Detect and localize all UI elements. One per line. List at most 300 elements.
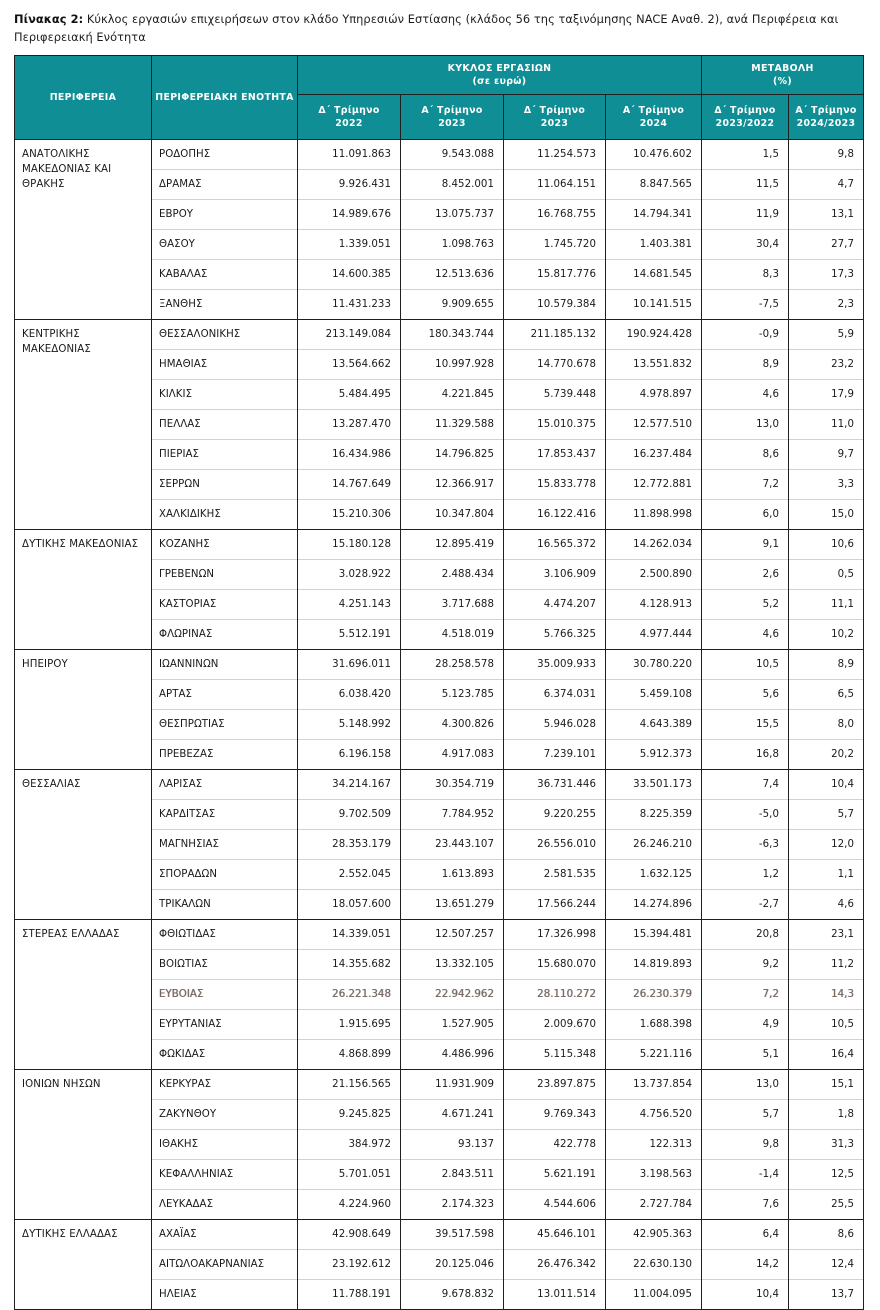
change-percent-cell: 4,6 bbox=[702, 380, 789, 410]
header-sub-q1-2023-line1: Α΄ Τρίμηνο bbox=[421, 105, 483, 116]
region-cell: ΙΟΝΙΩΝ ΝΗΣΩΝ bbox=[15, 1070, 152, 1220]
change-percent-cell: 15,0 bbox=[789, 500, 864, 530]
header-sub-q4-2022 bbox=[298, 95, 401, 140]
change-percent-cell: 27,7 bbox=[789, 230, 864, 260]
header-sub-q1-2023 bbox=[401, 95, 504, 140]
region-cell: ΣΤΕΡΕΑΣ ΕΛΛΑΔΑΣ bbox=[15, 920, 152, 1070]
regional-unit-cell: ΘΑΣΟΥ bbox=[152, 230, 298, 260]
turnover-value-cell: 4.756.520 bbox=[606, 1100, 702, 1130]
turnover-value-cell: 11.091.863 bbox=[298, 140, 401, 170]
turnover-value-cell: 28.353.179 bbox=[298, 830, 401, 860]
turnover-value-cell: 8.452.001 bbox=[401, 170, 504, 200]
turnover-value-cell: 9.702.509 bbox=[298, 800, 401, 830]
change-percent-cell: 10,5 bbox=[789, 1010, 864, 1040]
change-percent-cell: 9,8 bbox=[789, 140, 864, 170]
turnover-value-cell: 1.613.893 bbox=[401, 860, 504, 890]
change-percent-cell: 12,5 bbox=[789, 1160, 864, 1190]
turnover-value-cell: 15.394.481 bbox=[606, 920, 702, 950]
regional-unit-cell: ΚΟΖΑΝΗΣ bbox=[152, 530, 298, 560]
region-cell: ΔΥΤΙΚΗΣ ΜΑΚΕΔΟΝΙΑΣ bbox=[15, 530, 152, 650]
turnover-value-cell: 15.817.776 bbox=[504, 260, 606, 290]
change-percent-cell: 7,2 bbox=[702, 470, 789, 500]
turnover-value-cell: 14.794.341 bbox=[606, 200, 702, 230]
turnover-value-cell: 13.737.854 bbox=[606, 1070, 702, 1100]
turnover-value-cell: 2.727.784 bbox=[606, 1190, 702, 1220]
turnover-value-cell: 11.254.573 bbox=[504, 140, 606, 170]
regional-unit-cell: ΑΡΤΑΣ bbox=[152, 680, 298, 710]
turnover-value-cell: 11.064.151 bbox=[504, 170, 606, 200]
turnover-value-cell: 18.057.600 bbox=[298, 890, 401, 920]
turnover-value-cell: 1.403.381 bbox=[606, 230, 702, 260]
turnover-value-cell: 14.274.896 bbox=[606, 890, 702, 920]
header-group-change-line2: (%) bbox=[772, 76, 792, 87]
regional-unit-cell: ΛΕΥΚΑΔΑΣ bbox=[152, 1190, 298, 1220]
turnover-value-cell: 16.434.986 bbox=[298, 440, 401, 470]
region-cell: ΔΥΤΙΚΗΣ ΕΛΛΑΔΑΣ bbox=[15, 1220, 152, 1310]
regional-unit-cell: ΠΡΕΒΕΖΑΣ bbox=[152, 740, 298, 770]
change-percent-cell: 5,2 bbox=[702, 590, 789, 620]
turnover-value-cell: 6.038.420 bbox=[298, 680, 401, 710]
regional-unit-cell: ΘΕΣΠΡΩΤΙΑΣ bbox=[152, 710, 298, 740]
change-percent-cell: 12,4 bbox=[789, 1250, 864, 1280]
header-sub-q4-2023-line2: 2023 bbox=[540, 118, 569, 129]
turnover-value-cell: 1.632.125 bbox=[606, 860, 702, 890]
turnover-value-cell: 384.972 bbox=[298, 1130, 401, 1160]
change-percent-cell: -2,7 bbox=[702, 890, 789, 920]
turnover-value-cell: 2.488.434 bbox=[401, 560, 504, 590]
change-percent-cell: 11,1 bbox=[789, 590, 864, 620]
turnover-value-cell: 4.671.241 bbox=[401, 1100, 504, 1130]
header-sub-q1-2023-line2: 2023 bbox=[438, 118, 466, 129]
region-cell: ΚΕΝΤΡΙΚΗΣ ΜΑΚΕΔΟΝΙΑΣ bbox=[15, 320, 152, 530]
change-percent-cell: 4,7 bbox=[789, 170, 864, 200]
change-percent-cell: 1,5 bbox=[702, 140, 789, 170]
turnover-value-cell: 9.245.825 bbox=[298, 1100, 401, 1130]
header-sub-change-2023-2022 bbox=[702, 95, 789, 140]
turnover-value-cell: 4.643.389 bbox=[606, 710, 702, 740]
change-percent-cell: 8,6 bbox=[789, 1220, 864, 1250]
turnover-value-cell: 9.769.343 bbox=[504, 1100, 606, 1130]
turnover-value-cell: 5.148.992 bbox=[298, 710, 401, 740]
turnover-value-cell: 26.476.342 bbox=[504, 1250, 606, 1280]
turnover-value-cell: 11.431.233 bbox=[298, 290, 401, 320]
turnover-value-cell: 180.343.744 bbox=[401, 320, 504, 350]
regional-unit-cell: ΚΙΛΚΙΣ bbox=[152, 380, 298, 410]
regional-unit-cell: ΙΩΑΝΝΙΝΩΝ bbox=[152, 650, 298, 680]
change-percent-cell: 8,0 bbox=[789, 710, 864, 740]
regional-unit-cell: ΠΙΕΡΙΑΣ bbox=[152, 440, 298, 470]
turnover-value-cell: 9.220.255 bbox=[504, 800, 606, 830]
turnover-value-cell: 8.847.565 bbox=[606, 170, 702, 200]
regional-unit-cell: ΜΑΓΝΗΣΙΑΣ bbox=[152, 830, 298, 860]
change-percent-cell: 11,0 bbox=[789, 410, 864, 440]
change-percent-cell: 6,5 bbox=[789, 680, 864, 710]
header-sub-q4-2023-line1: Δ΄ Τρίμηνο bbox=[523, 105, 586, 116]
caption-text: Κύκλος εργασιών επιχειρήσεων στον κλάδο Υπηρεσιών Εστίασης (κλάδος 56 της ταξινόμησης NACE Αναθ. 2), ανά Περιφέρεια και Περιφερειακή Ενότητα bbox=[14, 12, 839, 44]
change-percent-cell: 23,1 bbox=[789, 920, 864, 950]
turnover-value-cell: 26.556.010 bbox=[504, 830, 606, 860]
turnover-value-cell: 7.239.101 bbox=[504, 740, 606, 770]
region-cell: ΑΝΑΤΟΛΙΚΗΣ ΜΑΚΕΔΟΝΙΑΣ ΚΑΙ ΘΡΑΚΗΣ bbox=[15, 140, 152, 320]
region-cell: ΗΠΕΙΡΟΥ bbox=[15, 650, 152, 770]
change-percent-cell: 15,5 bbox=[702, 710, 789, 740]
turnover-value-cell: 5.912.373 bbox=[606, 740, 702, 770]
regional-unit-cell: ΦΩΚΙΔΑΣ bbox=[152, 1040, 298, 1070]
change-percent-cell: 30,4 bbox=[702, 230, 789, 260]
turnover-value-cell: 4.474.207 bbox=[504, 590, 606, 620]
change-percent-cell: 0,5 bbox=[789, 560, 864, 590]
regional-unit-cell: ΚΑΣΤΟΡΙΑΣ bbox=[152, 590, 298, 620]
regional-unit-cell: ΧΑΛΚΙΔΙΚΗΣ bbox=[152, 500, 298, 530]
change-percent-cell: 8,9 bbox=[789, 650, 864, 680]
region-cell: ΘΕΣΣΑΛΙΑΣ bbox=[15, 770, 152, 920]
turnover-value-cell: 422.778 bbox=[504, 1130, 606, 1160]
regional-unit-cell: ΖΑΚΥΝΘΟΥ bbox=[152, 1100, 298, 1130]
turnover-value-cell: 15.010.375 bbox=[504, 410, 606, 440]
turnover-value-cell: 42.908.649 bbox=[298, 1220, 401, 1250]
turnover-value-cell: 5.459.108 bbox=[606, 680, 702, 710]
turnover-value-cell: 5.221.116 bbox=[606, 1040, 702, 1070]
turnover-value-cell: 93.137 bbox=[401, 1130, 504, 1160]
header-sub-q4-2022-line2: 2022 bbox=[335, 118, 363, 129]
regional-unit-cell: ΕΥΒΟΙΑΣ bbox=[152, 980, 298, 1010]
turnover-value-cell: 11.788.191 bbox=[298, 1280, 401, 1310]
turnover-value-cell: 4.251.143 bbox=[298, 590, 401, 620]
change-percent-cell: 14,2 bbox=[702, 1250, 789, 1280]
turnover-value-cell: 14.355.682 bbox=[298, 950, 401, 980]
turnover-value-cell: 15.210.306 bbox=[298, 500, 401, 530]
turnover-value-cell: 31.696.011 bbox=[298, 650, 401, 680]
change-percent-cell: 4,6 bbox=[702, 620, 789, 650]
turnover-value-cell: 13.564.662 bbox=[298, 350, 401, 380]
change-percent-cell: 23,2 bbox=[789, 350, 864, 380]
turnover-value-cell: 5.621.191 bbox=[504, 1160, 606, 1190]
turnover-value-cell: 16.122.416 bbox=[504, 500, 606, 530]
turnover-value-cell: 2.500.890 bbox=[606, 560, 702, 590]
change-percent-cell: 13,0 bbox=[702, 410, 789, 440]
turnover-value-cell: 1.339.051 bbox=[298, 230, 401, 260]
turnover-value-cell: 7.784.952 bbox=[401, 800, 504, 830]
change-percent-cell: 7,2 bbox=[702, 980, 789, 1010]
turnover-value-cell: 14.262.034 bbox=[606, 530, 702, 560]
turnover-value-cell: 45.646.101 bbox=[504, 1220, 606, 1250]
change-percent-cell: 5,6 bbox=[702, 680, 789, 710]
turnover-value-cell: 23.192.612 bbox=[298, 1250, 401, 1280]
change-percent-cell: 8,3 bbox=[702, 260, 789, 290]
change-percent-cell: 5,7 bbox=[702, 1100, 789, 1130]
turnover-value-cell: 1.745.720 bbox=[504, 230, 606, 260]
turnover-value-cell: 1.915.695 bbox=[298, 1010, 401, 1040]
table-header bbox=[15, 56, 864, 140]
header-group-change bbox=[702, 56, 864, 95]
turnover-value-cell: 11.931.909 bbox=[401, 1070, 504, 1100]
header-region: ΠΕΡΙΦΕΡΕΙΑ bbox=[15, 56, 152, 140]
turnover-value-cell: 20.125.046 bbox=[401, 1250, 504, 1280]
change-percent-cell: 11,2 bbox=[789, 950, 864, 980]
regional-unit-cell: ΘΕΣΣΑΛΟΝΙΚΗΣ bbox=[152, 320, 298, 350]
change-percent-cell: 13,7 bbox=[789, 1280, 864, 1310]
turnover-value-cell: 23.443.107 bbox=[401, 830, 504, 860]
change-percent-cell: 9,1 bbox=[702, 530, 789, 560]
turnover-value-cell: 5.484.495 bbox=[298, 380, 401, 410]
table-row bbox=[15, 140, 864, 170]
turnover-value-cell: 9.926.431 bbox=[298, 170, 401, 200]
change-percent-cell: 20,2 bbox=[789, 740, 864, 770]
change-percent-cell: 4,6 bbox=[789, 890, 864, 920]
turnover-value-cell: 13.651.279 bbox=[401, 890, 504, 920]
header-group-change-line1: ΜΕΤΑΒΟΛΗ bbox=[751, 63, 814, 74]
regional-unit-cell: ΗΛΕΙΑΣ bbox=[152, 1280, 298, 1310]
change-percent-cell: 15,1 bbox=[789, 1070, 864, 1100]
change-percent-cell: 9,8 bbox=[702, 1130, 789, 1160]
turnover-value-cell: 26.246.210 bbox=[606, 830, 702, 860]
turnover-table bbox=[14, 55, 864, 1310]
header-row-groups bbox=[15, 56, 864, 95]
header-sub-q1-2024-line2: 2024 bbox=[639, 118, 668, 129]
turnover-value-cell: 12.366.917 bbox=[401, 470, 504, 500]
turnover-value-cell: 4.544.606 bbox=[504, 1190, 606, 1220]
turnover-value-cell: 1.527.905 bbox=[401, 1010, 504, 1040]
turnover-value-cell: 6.196.158 bbox=[298, 740, 401, 770]
regional-unit-cell: ΠΕΛΛΑΣ bbox=[152, 410, 298, 440]
change-percent-cell: 6,4 bbox=[702, 1220, 789, 1250]
turnover-value-cell: 4.224.960 bbox=[298, 1190, 401, 1220]
turnover-value-cell: 3.106.909 bbox=[504, 560, 606, 590]
change-percent-cell: 7,6 bbox=[702, 1190, 789, 1220]
regional-unit-cell: ΑΙΤΩΛΟΑΚΑΡΝΑΝΙΑΣ bbox=[152, 1250, 298, 1280]
turnover-value-cell: 15.833.778 bbox=[504, 470, 606, 500]
turnover-value-cell: 22.630.130 bbox=[606, 1250, 702, 1280]
turnover-value-cell: 14.339.051 bbox=[298, 920, 401, 950]
regional-unit-cell: ΙΘΑΚΗΣ bbox=[152, 1130, 298, 1160]
change-percent-cell: 13,1 bbox=[789, 200, 864, 230]
regional-unit-cell: ΔΡΑΜΑΣ bbox=[152, 170, 298, 200]
turnover-value-cell: 26.230.379 bbox=[606, 980, 702, 1010]
change-percent-cell: 1,2 bbox=[702, 860, 789, 890]
table-body bbox=[15, 140, 864, 1310]
turnover-value-cell: 35.009.933 bbox=[504, 650, 606, 680]
change-percent-cell: 1,1 bbox=[789, 860, 864, 890]
change-percent-cell: 14,3 bbox=[789, 980, 864, 1010]
turnover-value-cell: 22.942.962 bbox=[401, 980, 504, 1010]
change-percent-cell: 12,0 bbox=[789, 830, 864, 860]
regional-unit-cell: ΚΕΦΑΛΛΗΝΙΑΣ bbox=[152, 1160, 298, 1190]
change-percent-cell: 10,6 bbox=[789, 530, 864, 560]
turnover-value-cell: 3.198.563 bbox=[606, 1160, 702, 1190]
change-percent-cell: 25,5 bbox=[789, 1190, 864, 1220]
turnover-value-cell: 42.905.363 bbox=[606, 1220, 702, 1250]
regional-unit-cell: ΑΧΑΪΑΣ bbox=[152, 1220, 298, 1250]
turnover-value-cell: 5.766.325 bbox=[504, 620, 606, 650]
turnover-value-cell: 14.770.678 bbox=[504, 350, 606, 380]
turnover-value-cell: 5.512.191 bbox=[298, 620, 401, 650]
turnover-value-cell: 10.347.804 bbox=[401, 500, 504, 530]
header-sub-q1-2024 bbox=[606, 95, 702, 140]
turnover-value-cell: 39.517.598 bbox=[401, 1220, 504, 1250]
turnover-value-cell: 12.895.419 bbox=[401, 530, 504, 560]
turnover-value-cell: 5.701.051 bbox=[298, 1160, 401, 1190]
change-percent-cell: 4,9 bbox=[702, 1010, 789, 1040]
turnover-value-cell: 36.731.446 bbox=[504, 770, 606, 800]
change-percent-cell: 10,4 bbox=[789, 770, 864, 800]
header-sub-change-2024-2023-line2: 2024/2023 bbox=[796, 118, 856, 129]
turnover-value-cell: 211.185.132 bbox=[504, 320, 606, 350]
table-row bbox=[15, 320, 864, 350]
table-row bbox=[15, 920, 864, 950]
turnover-value-cell: 9.543.088 bbox=[401, 140, 504, 170]
regional-unit-cell: ΦΘΙΩΤΙΔΑΣ bbox=[152, 920, 298, 950]
turnover-value-cell: 4.977.444 bbox=[606, 620, 702, 650]
change-percent-cell: 16,8 bbox=[702, 740, 789, 770]
header-sub-change-2023-2022-line1: Δ΄ Τρίμηνο bbox=[714, 105, 776, 116]
turnover-value-cell: 10.141.515 bbox=[606, 290, 702, 320]
regional-unit-cell: ΣΠΟΡΑΔΩΝ bbox=[152, 860, 298, 890]
change-percent-cell: 8,9 bbox=[702, 350, 789, 380]
turnover-value-cell: 1.098.763 bbox=[401, 230, 504, 260]
turnover-value-cell: 2.552.045 bbox=[298, 860, 401, 890]
turnover-value-cell: 17.566.244 bbox=[504, 890, 606, 920]
header-regional-unit: ΠΕΡΙΦΕΡΕΙΑΚΗ ΕΝΟΤΗΤΑ bbox=[152, 56, 298, 140]
turnover-value-cell: 16.565.372 bbox=[504, 530, 606, 560]
turnover-value-cell: 2.009.670 bbox=[504, 1010, 606, 1040]
turnover-value-cell: 30.780.220 bbox=[606, 650, 702, 680]
turnover-value-cell: 17.853.437 bbox=[504, 440, 606, 470]
turnover-value-cell: 4.221.845 bbox=[401, 380, 504, 410]
change-percent-cell: -5,0 bbox=[702, 800, 789, 830]
turnover-value-cell: 13.287.470 bbox=[298, 410, 401, 440]
turnover-value-cell: 17.326.998 bbox=[504, 920, 606, 950]
change-percent-cell: -6,3 bbox=[702, 830, 789, 860]
turnover-value-cell: 34.214.167 bbox=[298, 770, 401, 800]
turnover-value-cell: 28.110.272 bbox=[504, 980, 606, 1010]
change-percent-cell: 17,3 bbox=[789, 260, 864, 290]
turnover-value-cell: 26.221.348 bbox=[298, 980, 401, 1010]
change-percent-cell: 11,5 bbox=[702, 170, 789, 200]
header-group-turnover-line2: (σε ευρώ) bbox=[472, 76, 527, 87]
change-percent-cell: 2,3 bbox=[789, 290, 864, 320]
turnover-value-cell: 2.174.323 bbox=[401, 1190, 504, 1220]
regional-unit-cell: ΗΜΑΘΙΑΣ bbox=[152, 350, 298, 380]
turnover-value-cell: 4.486.996 bbox=[401, 1040, 504, 1070]
regional-unit-cell: ΞΑΝΘΗΣ bbox=[152, 290, 298, 320]
regional-unit-cell: ΕΥΡΥΤΑΝΙΑΣ bbox=[152, 1010, 298, 1040]
turnover-value-cell: 11.329.588 bbox=[401, 410, 504, 440]
turnover-value-cell: 5.739.448 bbox=[504, 380, 606, 410]
turnover-value-cell: 12.772.881 bbox=[606, 470, 702, 500]
turnover-value-cell: 33.501.173 bbox=[606, 770, 702, 800]
change-percent-cell: 16,4 bbox=[789, 1040, 864, 1070]
turnover-value-cell: 11.004.095 bbox=[606, 1280, 702, 1310]
turnover-value-cell: 3.028.922 bbox=[298, 560, 401, 590]
turnover-value-cell: 14.681.545 bbox=[606, 260, 702, 290]
regional-unit-cell: ΓΡΕΒΕΝΩΝ bbox=[152, 560, 298, 590]
change-percent-cell: -0,9 bbox=[702, 320, 789, 350]
turnover-value-cell: 122.313 bbox=[606, 1130, 702, 1160]
turnover-value-cell: 14.819.893 bbox=[606, 950, 702, 980]
turnover-value-cell: 4.300.826 bbox=[401, 710, 504, 740]
turnover-value-cell: 14.989.676 bbox=[298, 200, 401, 230]
header-group-turnover-line1: ΚΥΚΛΟΣ ΕΡΓΑΣΙΩΝ bbox=[447, 63, 552, 74]
change-percent-cell: 10,2 bbox=[789, 620, 864, 650]
table-caption bbox=[14, 10, 866, 46]
turnover-value-cell: 13.551.832 bbox=[606, 350, 702, 380]
regional-unit-cell: ΒΟΙΩΤΙΑΣ bbox=[152, 950, 298, 980]
change-percent-cell: 8,6 bbox=[702, 440, 789, 470]
header-sub-q4-2022-line1: Δ΄ Τρίμηνο bbox=[318, 105, 380, 116]
turnover-value-cell: 4.518.019 bbox=[401, 620, 504, 650]
turnover-value-cell: 15.180.128 bbox=[298, 530, 401, 560]
turnover-value-cell: 8.225.359 bbox=[606, 800, 702, 830]
turnover-value-cell: 9.909.655 bbox=[401, 290, 504, 320]
turnover-value-cell: 12.577.510 bbox=[606, 410, 702, 440]
change-percent-cell: 6,0 bbox=[702, 500, 789, 530]
turnover-value-cell: 14.600.385 bbox=[298, 260, 401, 290]
turnover-value-cell: 2.843.511 bbox=[401, 1160, 504, 1190]
change-percent-cell: 31,3 bbox=[789, 1130, 864, 1160]
turnover-value-cell: 15.680.070 bbox=[504, 950, 606, 980]
change-percent-cell: -7,5 bbox=[702, 290, 789, 320]
caption-label: Πίνακας 2: bbox=[14, 12, 84, 26]
table-row bbox=[15, 1220, 864, 1250]
regional-unit-cell: ΦΛΩΡΙΝΑΣ bbox=[152, 620, 298, 650]
turnover-value-cell: 213.149.084 bbox=[298, 320, 401, 350]
turnover-value-cell: 3.717.688 bbox=[401, 590, 504, 620]
turnover-value-cell: 5.946.028 bbox=[504, 710, 606, 740]
header-sub-change-2024-2023-line1: Α΄ Τρίμηνο bbox=[795, 105, 857, 116]
turnover-value-cell: 16.768.755 bbox=[504, 200, 606, 230]
table-row bbox=[15, 1070, 864, 1100]
turnover-value-cell: 28.258.578 bbox=[401, 650, 504, 680]
turnover-value-cell: 13.011.514 bbox=[504, 1280, 606, 1310]
table-row bbox=[15, 770, 864, 800]
change-percent-cell: 1,8 bbox=[789, 1100, 864, 1130]
turnover-value-cell: 10.579.384 bbox=[504, 290, 606, 320]
turnover-value-cell: 2.581.535 bbox=[504, 860, 606, 890]
regional-unit-cell: ΡΟΔΟΠΗΣ bbox=[152, 140, 298, 170]
regional-unit-cell: ΚΕΡΚΥΡΑΣ bbox=[152, 1070, 298, 1100]
turnover-value-cell: 9.678.832 bbox=[401, 1280, 504, 1310]
turnover-value-cell: 13.332.105 bbox=[401, 950, 504, 980]
change-percent-cell: 9,7 bbox=[789, 440, 864, 470]
change-percent-cell: -1,4 bbox=[702, 1160, 789, 1190]
change-percent-cell: 9,2 bbox=[702, 950, 789, 980]
turnover-value-cell: 190.924.428 bbox=[606, 320, 702, 350]
change-percent-cell: 3,3 bbox=[789, 470, 864, 500]
turnover-value-cell: 13.075.737 bbox=[401, 200, 504, 230]
change-percent-cell: 5,7 bbox=[789, 800, 864, 830]
change-percent-cell: 13,0 bbox=[702, 1070, 789, 1100]
change-percent-cell: 7,4 bbox=[702, 770, 789, 800]
turnover-value-cell: 12.507.257 bbox=[401, 920, 504, 950]
turnover-value-cell: 4.868.899 bbox=[298, 1040, 401, 1070]
turnover-value-cell: 16.237.484 bbox=[606, 440, 702, 470]
turnover-value-cell: 4.978.897 bbox=[606, 380, 702, 410]
turnover-value-cell: 5.115.348 bbox=[504, 1040, 606, 1070]
regional-unit-cell: ΚΑΡΔΙΤΣΑΣ bbox=[152, 800, 298, 830]
turnover-value-cell: 11.898.998 bbox=[606, 500, 702, 530]
turnover-value-cell: 30.354.719 bbox=[401, 770, 504, 800]
regional-unit-cell: ΕΒΡΟΥ bbox=[152, 200, 298, 230]
turnover-value-cell: 5.123.785 bbox=[401, 680, 504, 710]
turnover-value-cell: 23.897.875 bbox=[504, 1070, 606, 1100]
header-sub-change-2023-2022-line2: 2023/2022 bbox=[715, 118, 775, 129]
change-percent-cell: 5,1 bbox=[702, 1040, 789, 1070]
header-sub-change-2024-2023 bbox=[789, 95, 864, 140]
change-percent-cell: 10,5 bbox=[702, 650, 789, 680]
change-percent-cell: 10,4 bbox=[702, 1280, 789, 1310]
regional-unit-cell: ΣΕΡΡΩΝ bbox=[152, 470, 298, 500]
turnover-value-cell: 4.917.083 bbox=[401, 740, 504, 770]
